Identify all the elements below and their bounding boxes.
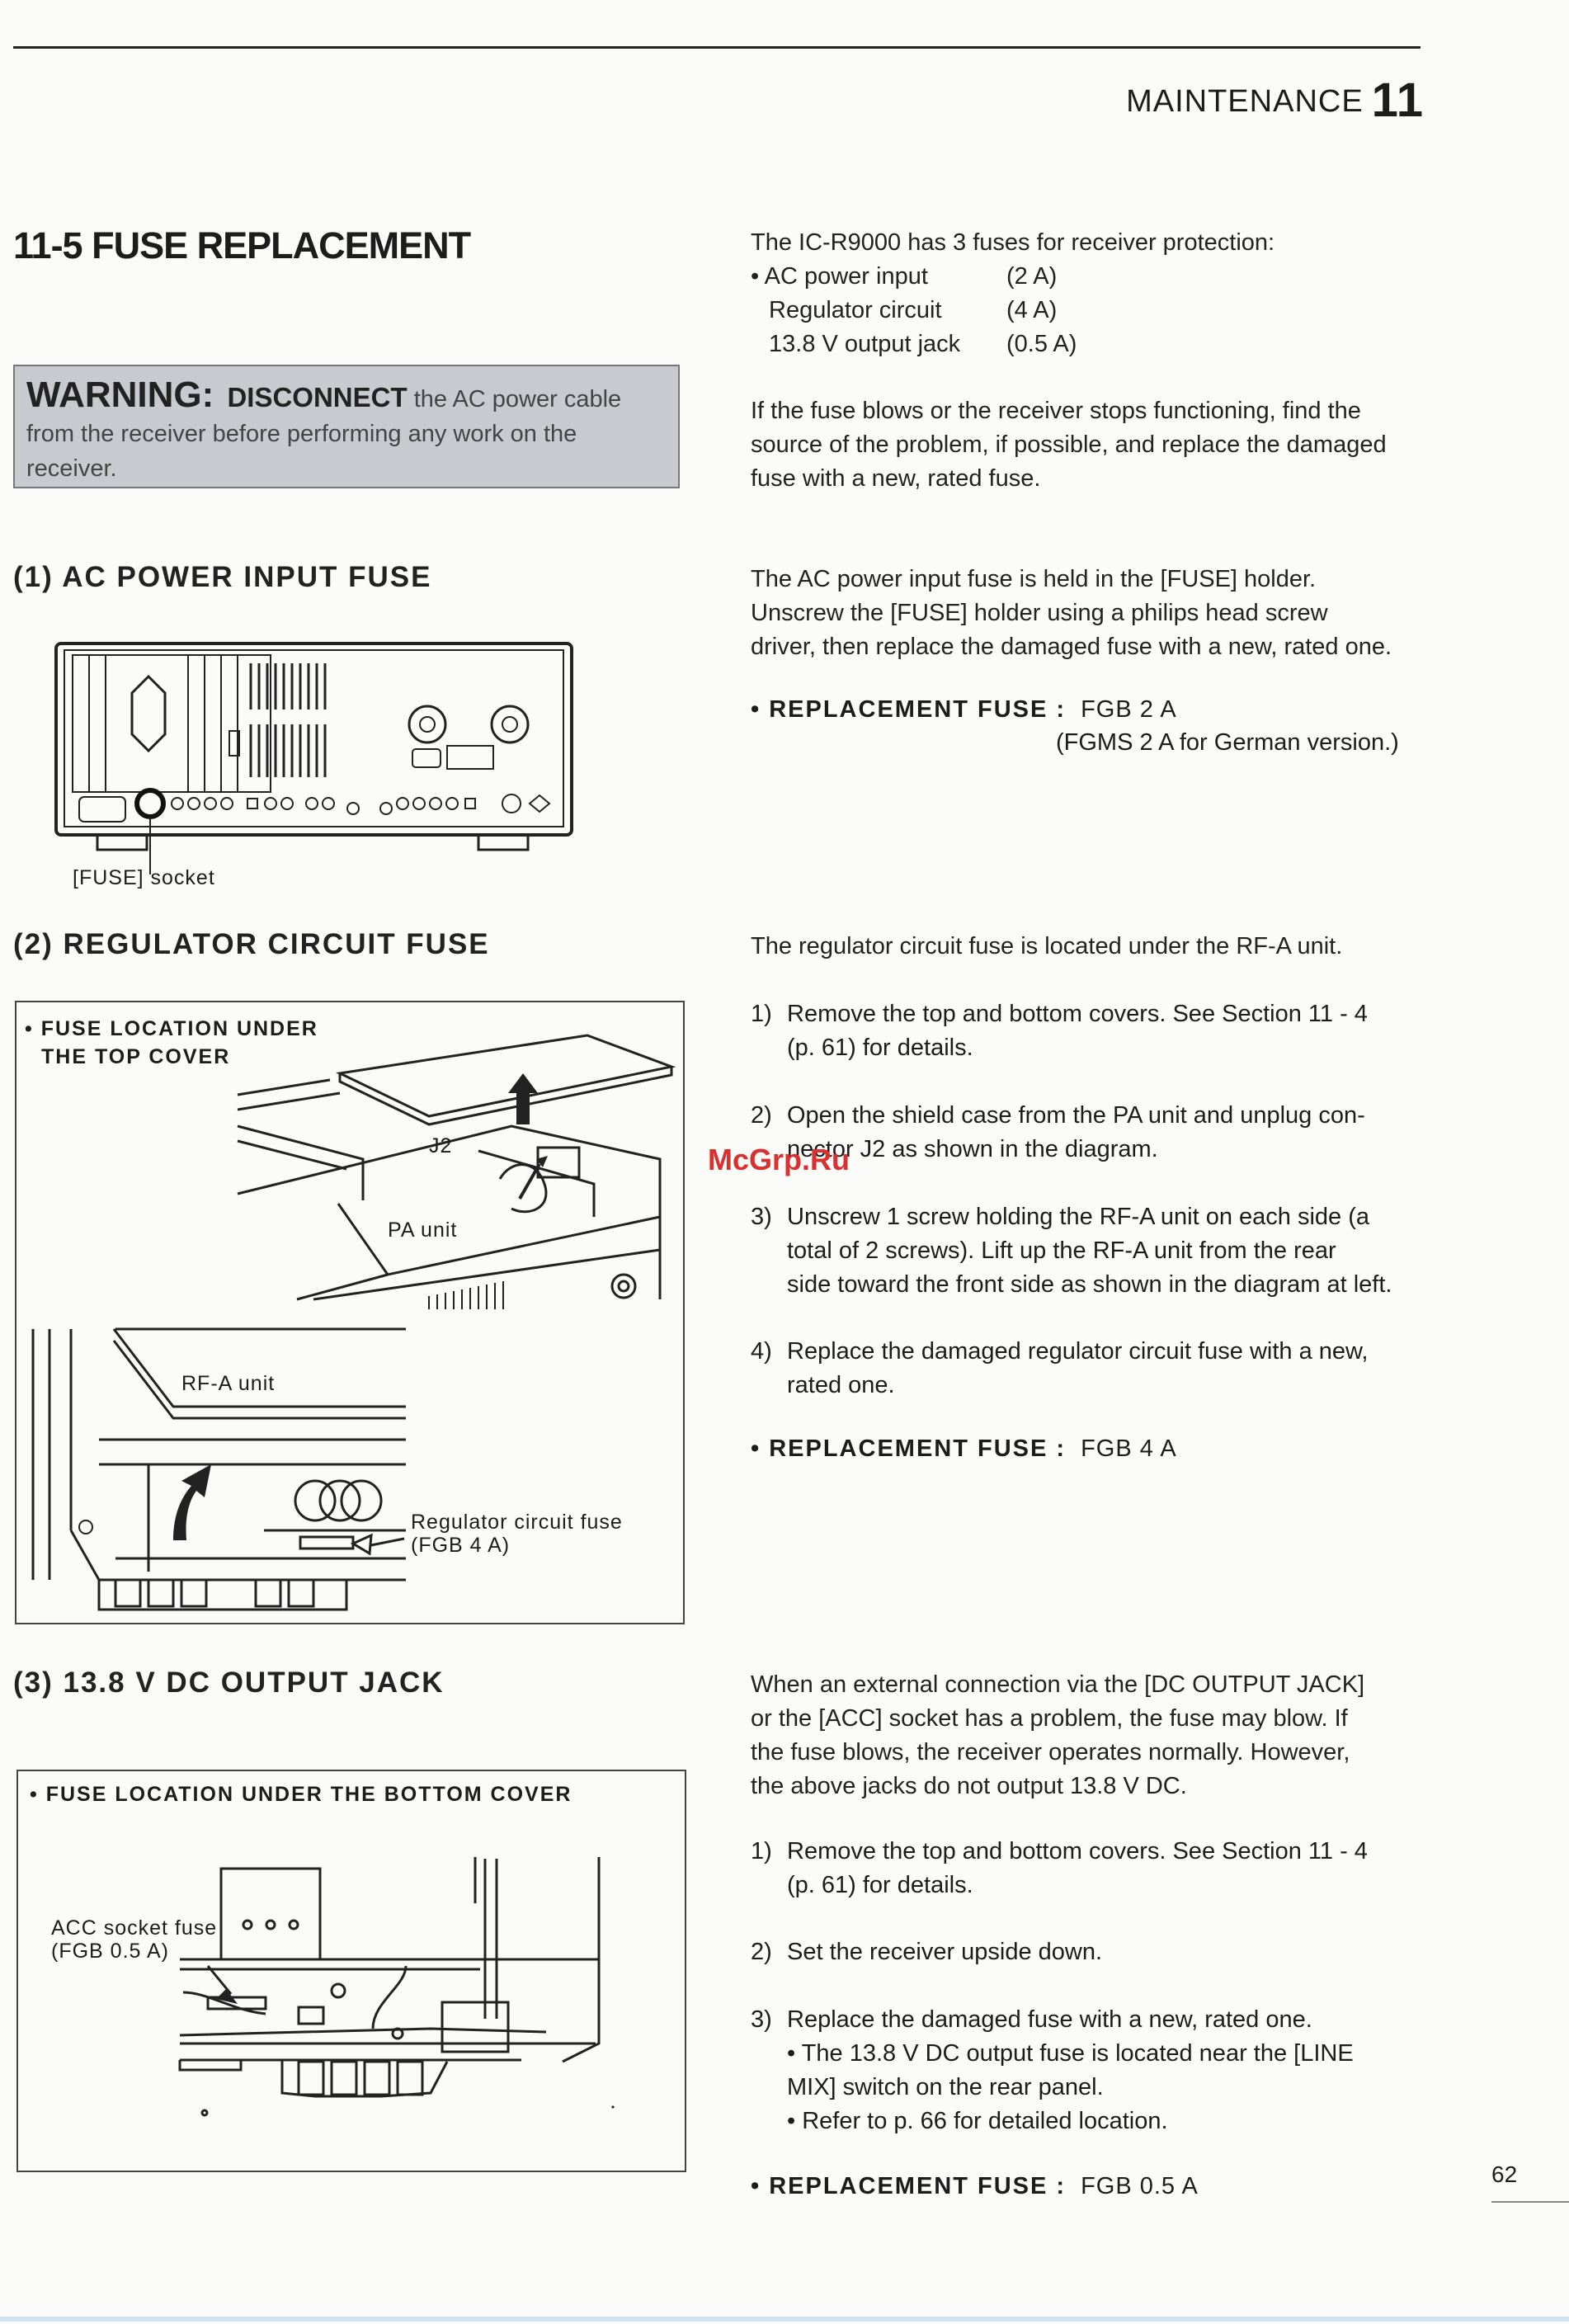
section3-heading: (3) 13.8 V DC OUTPUT JACK xyxy=(13,1666,445,1699)
acc-fuse-illustration xyxy=(18,1771,685,2171)
warning-strong: DISCONNECT xyxy=(227,382,408,412)
chapter-number: 11 xyxy=(1371,73,1424,127)
intro-paragraph: If the fuse blows or the receiver stops functioning, find the source of the problem, if possible, and replace the damaged fuse with a new, rated fuse. xyxy=(751,398,1387,492)
fuse-list xyxy=(751,260,1275,361)
chapter-header xyxy=(1126,73,1424,128)
section3-replacement: • REPLACEMENT FUSE : FGB 0.5 A xyxy=(751,2173,1199,2199)
section2-heading: (2) REGULATOR CIRCUIT FUSE xyxy=(13,928,490,960)
warning-line3: receiver. xyxy=(26,455,117,482)
regulator-fuse-figure xyxy=(15,1001,685,1624)
acc-fuse-figure xyxy=(16,1770,686,2172)
j2-label: J2 xyxy=(429,1134,453,1157)
fuse-socket-icon xyxy=(137,790,163,817)
page-number-rule xyxy=(1491,2201,1569,2203)
warning-line2: from the receiver before performing any work on the xyxy=(26,421,577,447)
fuse-item: Regulator circuit (4 A) xyxy=(769,297,1058,323)
figure2-caption1: • FUSE LOCATION UNDER xyxy=(25,1017,318,1040)
fuse-item: • AC power input (2 A) xyxy=(751,263,1058,290)
page-number: 62 xyxy=(1491,2161,1518,2187)
rear-panel-illustration xyxy=(49,635,586,883)
warning-line1: the AC power cable xyxy=(413,386,622,412)
fuse-item: 13.8 V output jack (0.5 A) xyxy=(769,331,1077,357)
chapter-label: MAINTENANCE xyxy=(1126,84,1364,119)
warning-heading: WARNING: xyxy=(26,375,214,415)
figure3-caption: • FUSE LOCATION UNDER THE BOTTOM COVER xyxy=(30,1783,572,1806)
watermark: McGrp.Ru xyxy=(708,1143,850,1176)
intro-line: The IC-R9000 has 3 fuses for receiver protection: xyxy=(751,229,1275,256)
fuse-socket-label: [FUSE] socket xyxy=(73,866,215,889)
section2-replacement: • REPLACEMENT FUSE : FGB 4 A xyxy=(751,1435,1177,1462)
section1-replacement: • REPLACEMENT FUSE : FGB 2 A xyxy=(751,696,1177,723)
page-title: 11-5 FUSE REPLACEMENT xyxy=(13,224,471,266)
acc-fuse-label: ACC socket fuse xyxy=(51,1916,218,1940)
rfa-unit-label: RF-A unit xyxy=(181,1372,276,1395)
warning-box xyxy=(13,365,680,488)
top-rule xyxy=(13,46,1421,49)
section1-heading: (1) AC POWER INPUT FUSE xyxy=(13,561,432,593)
acc-fuse-rating: (FGB 0.5 A) xyxy=(51,1940,169,1963)
figure2-caption2: THE TOP COVER xyxy=(41,1045,231,1068)
intro-text xyxy=(751,226,1275,361)
bottom-edge xyxy=(0,2317,1569,2322)
regulator-fuse-rating: (FGB 4 A) xyxy=(411,1534,511,1557)
section1-paragraph: The AC power input fuse is held in the [FUSE] holder. Unscrew the [FUSE] holder using a philips head screw driver, then replace the damaged fuse with a new, rated one. xyxy=(751,566,1392,660)
section2-intro: The regulator circuit fuse is located under the RF-A unit. xyxy=(751,933,1343,959)
section1-replacement-note: (FGMS 2 A for German version.) xyxy=(1056,729,1399,756)
regulator-fuse-label: Regulator circuit fuse xyxy=(411,1511,623,1534)
pa-unit-label: PA unit xyxy=(388,1219,458,1242)
section3-paragraph: When an external connection via the [DC OUTPUT JACK] or the [ACC] socket has a problem, the fuse may blow. If the fuse blows, the receiver operates normally. However, the above jacks do not output 13.8 V DC. xyxy=(751,1671,1365,1799)
